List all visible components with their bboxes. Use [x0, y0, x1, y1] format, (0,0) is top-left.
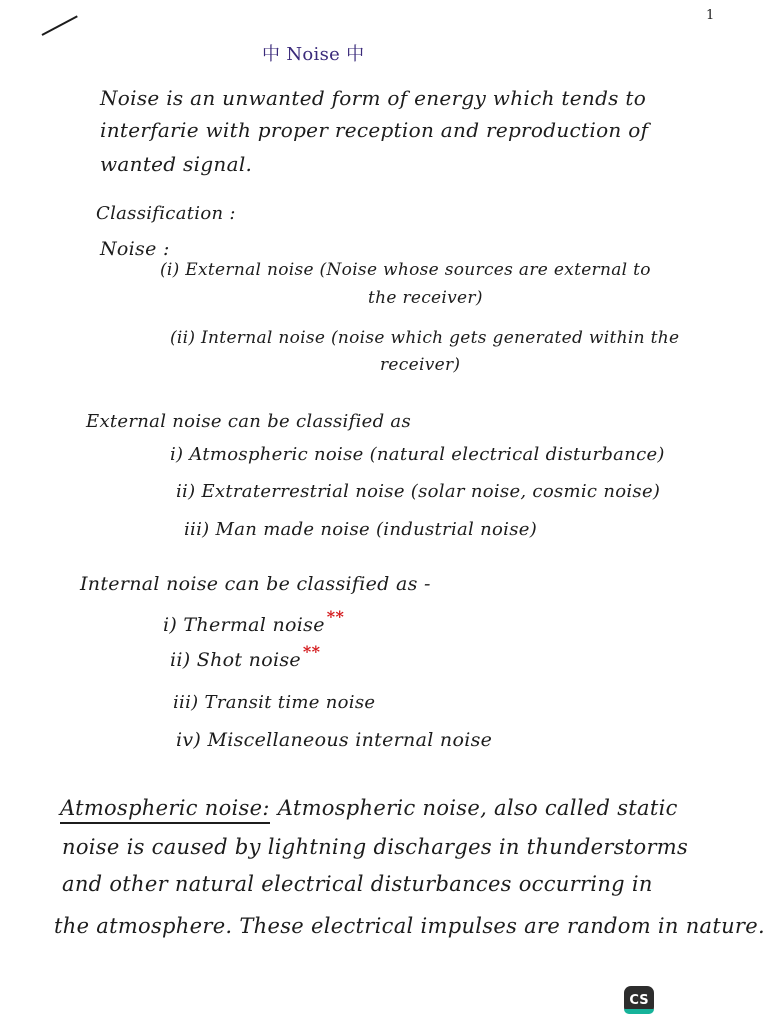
- external-noise-heading: External noise can be classified as: [86, 411, 411, 432]
- noise-label: Noise :: [100, 238, 170, 260]
- atmospheric-noise-heading: Atmospheric noise:: [60, 796, 270, 824]
- atmospheric-paragraph-line-1: [60, 796, 678, 824]
- page-title: 中 Noise 中: [262, 44, 365, 65]
- noise-type-internal-cont: receiver): [380, 355, 461, 375]
- page-number: 1: [706, 8, 715, 23]
- atmospheric-text-4: the atmosphere. These electrical impulses are random in nature.: [54, 914, 765, 938]
- internal-noise-heading: Internal noise can be classified as -: [80, 573, 431, 595]
- internal-item-shot-label: ii) Shot noise: [170, 649, 301, 671]
- red-star-mark: **: [302, 642, 321, 661]
- internal-item-transit-time: iii) Transit time noise: [173, 692, 376, 713]
- intro-line-2: interfarie with proper reception and reproduction of: [100, 118, 649, 142]
- noise-type-external: (i) External noise (Noise whose sources are external to: [160, 260, 651, 280]
- red-star-mark: **: [326, 607, 345, 626]
- internal-item-shot: [170, 642, 321, 671]
- noise-type-external-cont: the receiver): [368, 288, 483, 308]
- external-item-atmospheric: i) Atmospheric noise (natural electrical disturbance): [170, 444, 665, 465]
- camscanner-logo-icon: CS: [624, 986, 654, 1014]
- pen-stroke-mark: [42, 15, 78, 36]
- atmospheric-text-3: and other natural electrical disturbances occurring in: [62, 872, 653, 896]
- internal-item-thermal-label: i) Thermal noise: [163, 614, 325, 636]
- intro-line-3: wanted signal.: [100, 152, 253, 176]
- external-item-man-made: iii) Man made noise (industrial noise): [184, 519, 538, 540]
- classification-heading: Classification :: [96, 203, 236, 224]
- internal-item-miscellaneous: iv) Miscellaneous internal noise: [176, 729, 493, 751]
- noise-type-internal: (ii) Internal noise (noise which gets generated within the: [170, 328, 680, 348]
- atmospheric-text-2: noise is caused by lightning discharges in thunderstorms: [62, 835, 689, 859]
- atmospheric-text-1: Atmospheric noise, also called static: [277, 796, 678, 820]
- external-item-extraterrestrial: ii) Extraterrestrial noise (solar noise, cosmic noise): [176, 481, 661, 502]
- internal-item-thermal: [163, 607, 345, 636]
- intro-line-1: Noise is an unwanted form of energy which tends to: [100, 86, 647, 110]
